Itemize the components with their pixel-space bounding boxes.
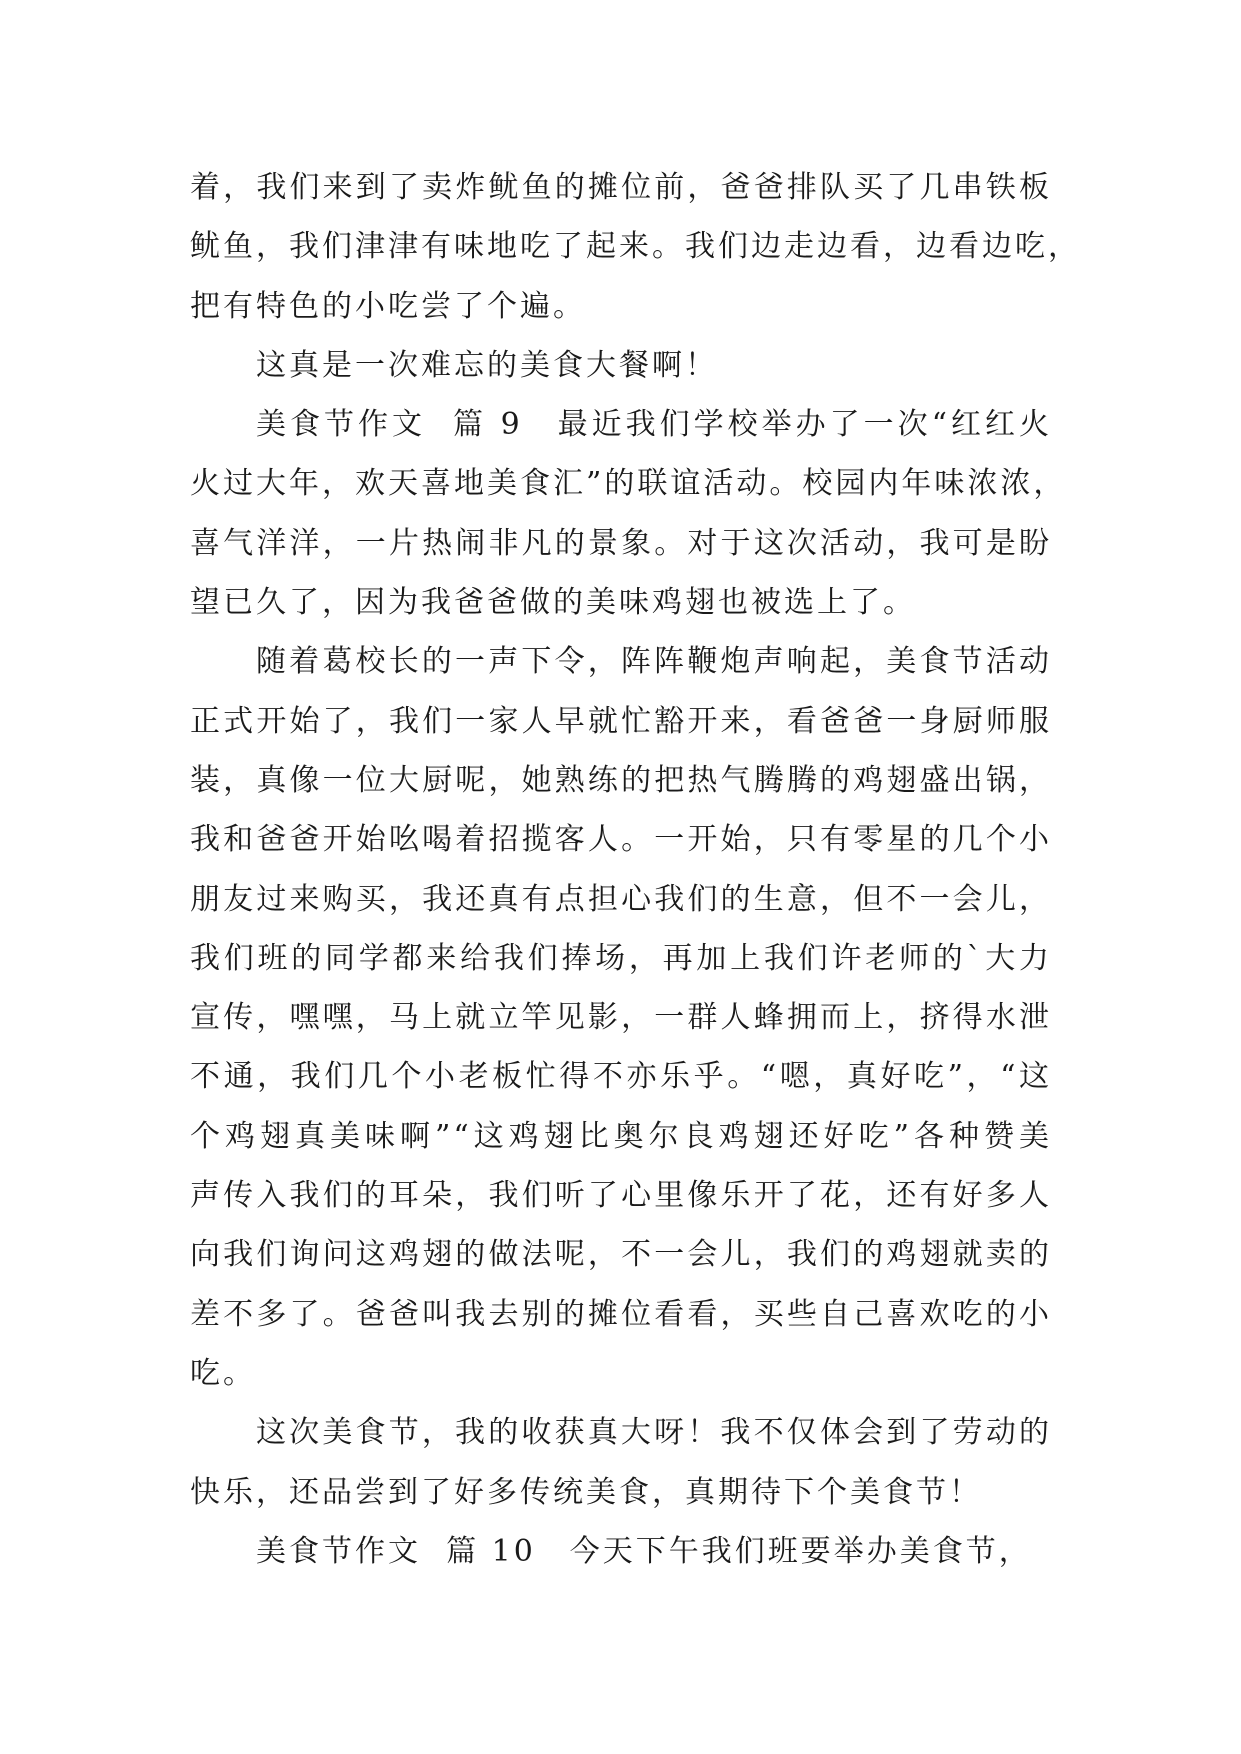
text-line: 朋友过来购买，我还真有点担心我们的生意，但不一会儿， xyxy=(190,881,1052,917)
text-line xyxy=(190,395,1052,454)
paragraph xyxy=(190,1522,1052,1581)
paragraph xyxy=(190,158,1081,336)
section-heading: 美食节作文 篇 10 xyxy=(256,1533,536,1569)
document-page xyxy=(190,158,1081,1581)
text-line: 喜气洋洋，一片热闹非凡的景象。对于这次活动，我可是盼 xyxy=(190,525,1052,561)
section-heading: 美食节作文 篇 9 xyxy=(256,407,523,443)
text-line: 不通，我们几个小老板忙得不亦乐乎。“嗯，真好吃”，“这 xyxy=(190,1059,1052,1095)
paragraph xyxy=(190,336,1052,395)
text-line: 声传入我们的耳朵，我们听了心里像乐开了花，还有好多人 xyxy=(190,1178,1052,1214)
text-line: 差不多了。爸爸叫我去别的摊位看看，买些自己喜欢吃的小 xyxy=(190,1296,1052,1332)
text-line: 我们班的同学都来给我们捧场，再加上我们许老师的`大力 xyxy=(190,940,1052,976)
text-line: 今天下午我们班要举办美食节， xyxy=(569,1533,1032,1569)
text-line: 个鸡翅真美味啊”“这鸡翅比奥尔良鸡翅还好吃”各种赞美 xyxy=(190,1118,1052,1154)
text-line: 火过大年，欢天喜地美食汇”的联谊活动。校园内年味浓浓， xyxy=(190,466,1067,502)
paragraph xyxy=(190,1403,1052,1522)
text-line: 最近我们学校举办了一次“红红火 xyxy=(556,407,1052,443)
text-line: 我和爸爸开始吆喝着招揽客人。一开始，只有零星的几个小 xyxy=(190,822,1052,858)
text-line: 鱿鱼，我们津津有味地吃了起来。我们边走边看，边看边吃， xyxy=(190,229,1081,265)
text-line: 这次美食节，我的收获真大呀！我不仅体会到了劳动的 xyxy=(256,1415,1052,1451)
text-line: 快乐，还品尝到了好多传统美食，真期待下个美食节！ xyxy=(190,1474,982,1510)
text-line: 装，真像一位大厨呢，她熟练的把热气腾腾的鸡翅盛出锅， xyxy=(190,762,1052,798)
text-line: 吃。 xyxy=(190,1355,256,1391)
text-line xyxy=(190,1522,1052,1581)
text-line: 宣传，嘿嘿，马上就立竿见影，一群人蜂拥而上，挤得水泄 xyxy=(190,1000,1052,1036)
text-line: 正式开始了，我们一家人早就忙豁开来，看爸爸一身厨师服 xyxy=(190,703,1052,739)
text-line: 随着葛校长的一声下令，阵阵鞭炮声响起，美食节活动 xyxy=(256,644,1052,680)
text-line: 向我们询问这鸡翅的做法呢，不一会儿，我们的鸡翅就卖的 xyxy=(190,1237,1052,1273)
paragraph xyxy=(190,395,1067,632)
text-line: 着，我们来到了卖炸鱿鱼的摊位前，爸爸排队买了几串铁板 xyxy=(190,170,1052,205)
text-line: 把有特色的小吃尝了个遍。 xyxy=(190,288,586,324)
text-line: 这真是一次难忘的美食大餐啊！ xyxy=(256,347,718,383)
paragraph xyxy=(190,632,1052,1403)
text-line: 望已久了，因为我爸爸做的美味鸡翅也被选上了。 xyxy=(190,585,916,621)
